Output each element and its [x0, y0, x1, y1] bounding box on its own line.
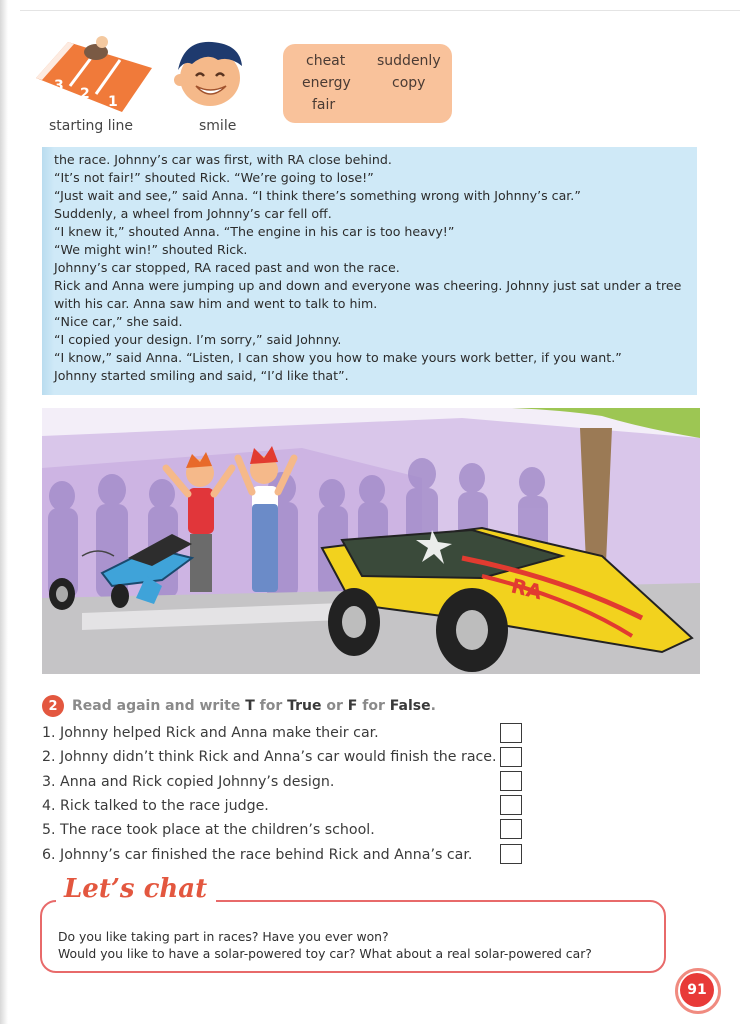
answer-box[interactable] — [500, 771, 522, 791]
story-line: the race. Johnny’s car was first, with RA close behind. — [54, 152, 392, 167]
book-spine-shadow — [0, 0, 8, 1024]
race-illustration — [42, 408, 700, 674]
starting-line-icon — [30, 28, 155, 116]
story-line: with his car. Anna saw him and went to talk to him. — [54, 296, 378, 311]
exercise-number: 2 — [42, 695, 64, 717]
answer-box[interactable] — [500, 747, 522, 767]
story-line: Rick and Anna were jumping up and down and everyone was cheering. Johnny just sat under a tree — [54, 278, 682, 293]
story-line: “We might win!” shouted Rick. — [54, 242, 248, 257]
vocab-label-smile: smile — [199, 118, 237, 134]
word-box — [283, 44, 452, 123]
exercise-heading — [42, 695, 436, 717]
story-text-panel — [42, 147, 697, 395]
word-box-word: suddenly — [377, 53, 441, 69]
story-line: Johnny’s car stopped, RA raced past and won the race. — [54, 260, 400, 275]
vocab-label-starting-line: starting line — [49, 118, 133, 134]
answer-box[interactable] — [500, 844, 522, 864]
exercise-instruction: Read again and write T for True or F for False. — [72, 698, 436, 714]
exercise-item: 1. Johnny helped Rick and Anna make their car. — [42, 725, 379, 741]
word-box-word: energy — [302, 75, 351, 91]
story-line: “I copied your design. I’m sorry,” said Johnny. — [54, 332, 342, 347]
word-box-word: copy — [392, 75, 426, 91]
exercise-item: 3. Anna and Rick copied Johnny’s design. — [42, 774, 335, 790]
exercise-item: 5. The race took place at the children’s school. — [42, 822, 375, 838]
svg-text:3: 3 — [54, 78, 64, 94]
story-line: “Just wait and see,” said Anna. “I think there’s something wrong with Johnny’s car.” — [54, 188, 581, 203]
answer-box[interactable] — [500, 795, 522, 815]
story-line: “I know,” said Anna. “Listen, I can show you how to make yours work better, if you want.” — [54, 350, 622, 365]
exercise-item: 4. Rick talked to the race judge. — [42, 798, 269, 814]
exercise-item: 6. Johnny’s car finished the race behind Rick and Anna’s car. — [42, 847, 473, 863]
story-line: Suddenly, a wheel from Johnny’s car fell off. — [54, 206, 332, 221]
word-box-word: fair — [312, 97, 336, 113]
story-line: “I knew it,” shouted Anna. “The engine in his car is too heavy!” — [54, 224, 455, 239]
lets-chat-title: Let’s chat — [64, 874, 208, 904]
answer-box[interactable] — [500, 819, 522, 839]
answer-box[interactable] — [500, 723, 522, 743]
car-lettering: RA — [508, 573, 545, 605]
story-line: “It’s not fair!” shouted Rick. “We’re going to lose!” — [54, 170, 374, 185]
svg-text:2: 2 — [80, 86, 90, 102]
page-number: 91 — [680, 973, 714, 1007]
chat-question: Do you like taking part in races? Have you ever won? — [58, 929, 389, 944]
word-box-word: cheat — [306, 53, 346, 69]
smiling-boy-icon — [170, 36, 246, 110]
svg-text:1: 1 — [108, 94, 118, 110]
story-line: Johnny started smiling and said, “I’d like that”. — [54, 368, 349, 383]
exercise-item: 2. Johnny didn’t think Rick and Anna’s car would finish the race. — [42, 749, 497, 765]
chat-question: Would you like to have a solar-powered toy car? What about a real solar-powered car? — [58, 946, 592, 961]
story-line: “Nice car,” she said. — [54, 314, 183, 329]
top-rule — [20, 10, 740, 11]
